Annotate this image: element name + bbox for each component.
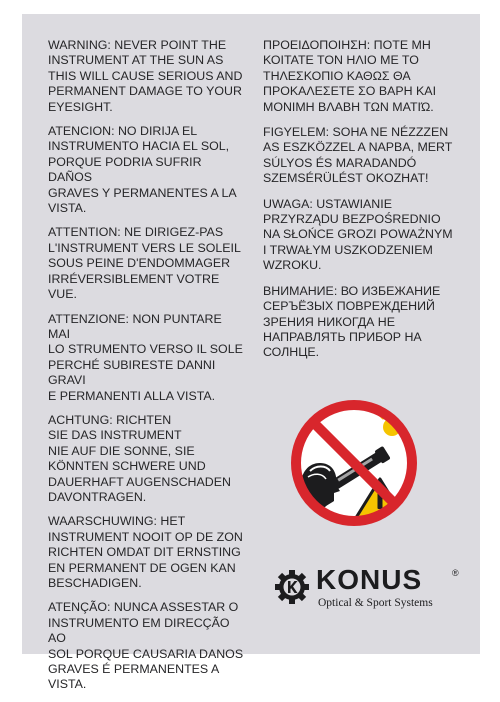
warning-polish: UWAGA: USTAWIANIE PRZYRZĄDU BEZPOŚREDNIO NA SŁOŃCE GROZI POWAŻNYM I TRWAŁYM USZKODZENIEM WZROKU. <box>263 196 453 273</box>
warning-german: ACHTUNG: RICHTEN SIE DAS INSTRUMENT NIE AUF DIE SONNE, SIE KÖNNTEN SCHWERE UND DAUERHAFT AUGENSCHADEN DAVONTRAGEN. <box>48 412 231 504</box>
warning-french: ATTENTION: NE DIRIGEZ-PAS L'INSTRUMENT VERS LE SOLEIL SOUS PEINE D'ENDOMMAGER IRRÉVERSIBLEMENT VOTRE VUE. <box>48 225 241 302</box>
konus-gear-k-icon <box>274 569 310 605</box>
warnings-left-column <box>48 38 246 702</box>
warning-spanish: ATENCION: NO DIRIJA EL INSTRUMENTO HACIA EL SOL, PORQUE PODRIA SUFRIR DAÑOS GRAVES Y PERMANENTES A LA VISTA. <box>48 124 237 216</box>
warning-english: WARNING: NEVER POINT THE INSTRUMENT AT THE SUN AS THIS WILL CAUSE SERIOUS AND PERMANENT DAMAGE TO YOUR EYESIGHT. <box>48 38 243 114</box>
warning-hungarian: FIGYELEM: SOHA NE NÉZZZEN AS ESZKÖZZEL A NAPBA, MERT SÚLYOS ÉS MARADANDÓ SZEMSÉRÜLÉST OKOZHAT! <box>263 125 453 186</box>
brand-name: KONUS <box>316 564 423 595</box>
warning-russian: ВНИМАНИЕ: ВО ИЗБЕЖАНИЕ СЕРЪЁЗЫХ ПОВРЕЖДЕНИЙ ЗРЕНИЯ НИКОГДА НЕ НАПРАВЛЯТЬ ПРИБОР НА СОЛНЦЕ. <box>263 283 441 360</box>
konus-logo <box>274 566 474 614</box>
no-looking-at-sun-sign-icon <box>288 397 420 529</box>
warning-italian: ATTENZIONE: NON PUNTARE MAI LO STRUMENTO VERSO IL SOLE PERCHÉ SUBIRESTE DANNI GRAVI E PERMANENTI ALLA VISTA. <box>48 311 243 403</box>
warning-dutch: WAARSCHUWING: HET INSTRUMENT NOOIT OP DE ZON RICHTEN OMDAT DIT ERNSTING EN PERMANENT DE OGEN KAN BESCHADIGEN. <box>48 514 243 590</box>
warning-portuguese: ATENÇÃO: NUNCA ASSESTAR O INSTRUMENTO EM DIRECÇÃO AO SOL PORQUE CAUSARIA DANOS GRAVES É PERMANENTES A VISTA. <box>48 600 244 692</box>
registered-mark: ® <box>452 568 459 578</box>
warning-card <box>22 14 480 692</box>
warnings-right-column <box>263 38 468 371</box>
brand-tagline: Optical & Sport Systems <box>318 597 433 609</box>
warning-greek: ΠΡΟΕΙΔΟΠΟΙΗΣΗ: ΠΟΤΕ ΜΗ ΚΟΙΤΑΤΕ ΤΟΝ ΗΛΙΟ ΜΕ ΤΟ ΤΗΛΕΣΚΟΠΙΟ ΚΑΘΩΣ ΘΑ ΠΡΟΚΑΛΕΣΕΤΕ ΣΟ ΒΑΡΗ ΚΑΙ ΜΟΝΙΜΗ ΒΛΑΒΗ ΤΩΝ ΜΑΤΙΏ. <box>263 38 437 114</box>
